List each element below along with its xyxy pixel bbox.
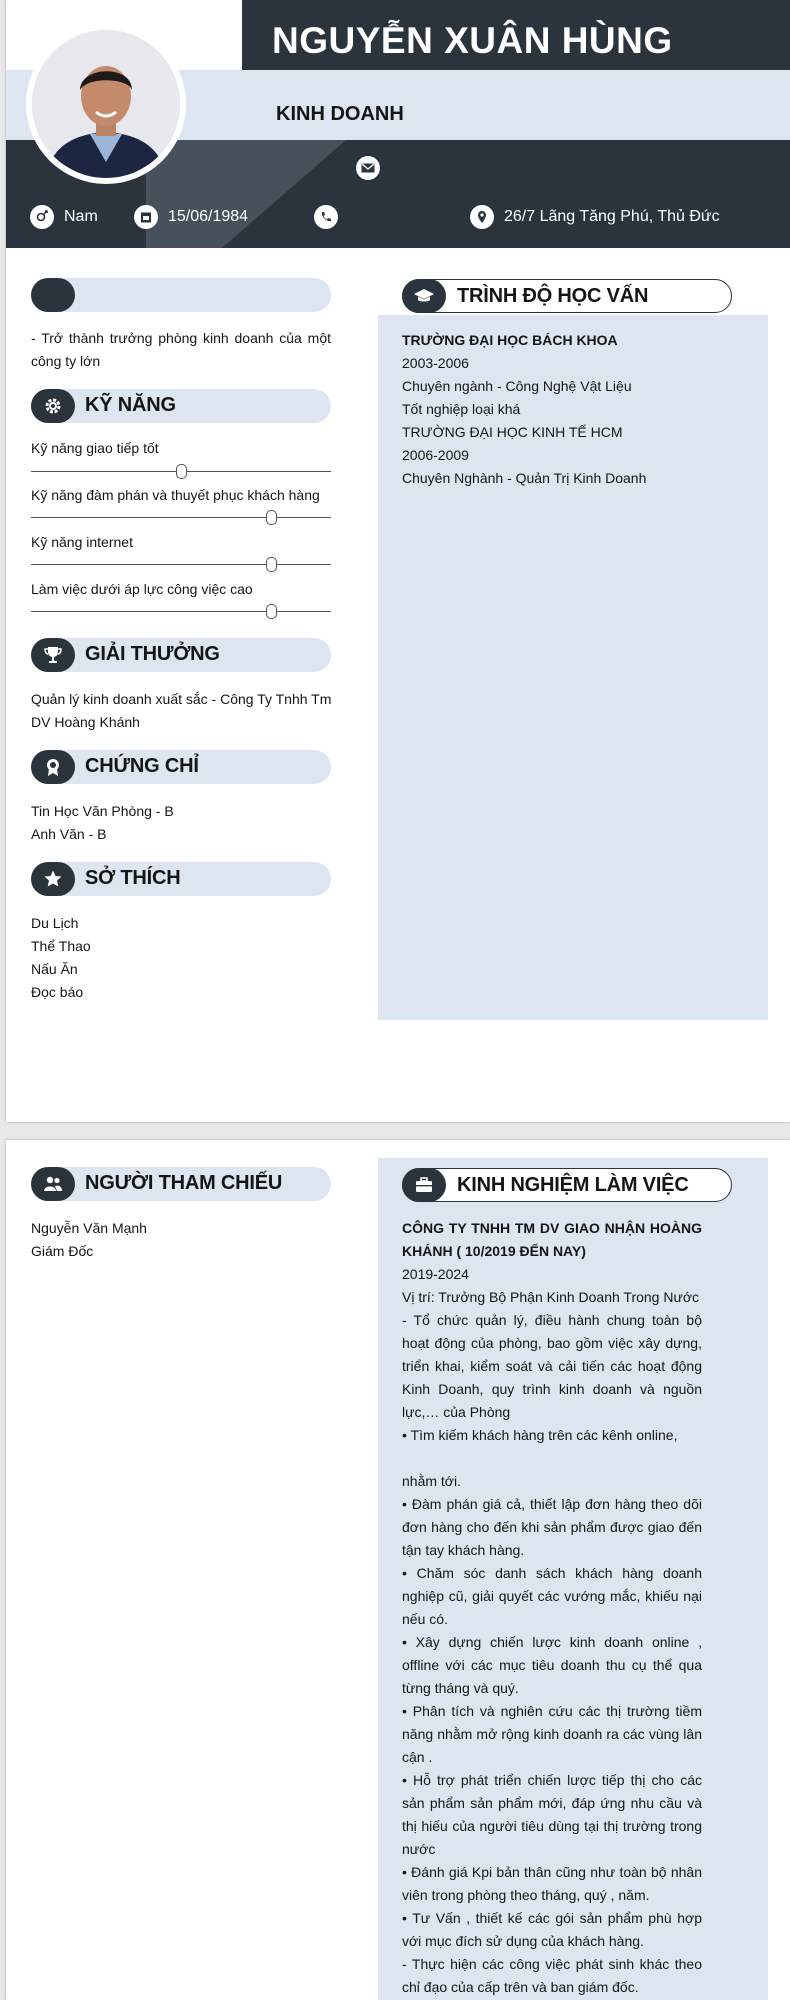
skill-bar: [31, 564, 331, 565]
education-line: Chuyên Nghành - Quản Trị Kinh Doanh: [402, 470, 647, 486]
award-line: DV Hoàng Khánh: [31, 714, 140, 730]
experience-company: CÔNG TY TNHH TM DV GIAO NHẬN HOÀNG KHÁNH ( 10/2019 ĐẾN NAY): [402, 1220, 702, 1259]
experience-duty: • Đàm phán giá cả, thiết lập đơn hàng theo dõi đơn hàng cho đến khi sản phẩm được giao đến tận tay khách hàng.: [402, 1496, 702, 1558]
avatar-photo: [32, 30, 180, 178]
skill-label: Kỹ năng giao tiếp tốt: [31, 440, 159, 456]
skill-bar: [31, 611, 331, 612]
experience-heading: [402, 1168, 732, 1202]
skill-level-handle: [266, 604, 277, 619]
reference-name: Nguyễn Văn Mạnh: [31, 1220, 147, 1236]
skills-title: KỸ NĂNG: [85, 394, 176, 416]
experience-duty: • Phân tích và nghiên cứu các thị trường tiềm năng nhằm mở rộng kinh doanh ra các vùng lân cận .: [402, 1703, 702, 1765]
cv-page-1: [6, 0, 790, 1122]
job-title: KINH DOANH: [276, 103, 404, 125]
briefcase-icon: [402, 1168, 446, 1202]
experience-duty: - Thực hiện các công việc phát sinh khác theo chỉ đạo của cấp trên và ban giám đốc.: [402, 1956, 702, 1995]
objective-text: - Trở thành trưởng phòng kinh doanh của một công ty lớn: [31, 330, 331, 369]
graduation-cap-icon: [402, 279, 446, 313]
experience-duty: • Tìm kiếm khách hàng trên các kênh online,: [402, 1427, 678, 1443]
education-line: Chuyên ngành - Công Nghệ Vật Liệu: [402, 378, 632, 394]
address-value: 26/7 Lãng Tăng Phú, Thủ Đức: [504, 208, 720, 225]
hobby-line: Thể Thao: [31, 938, 91, 954]
education-title: TRÌNH ĐỘ HỌC VẤN: [457, 285, 649, 307]
cv-page-2: [6, 1140, 790, 2000]
person-portrait-icon: [32, 30, 180, 178]
certificate-line: Tin Học Văn Phòng - B: [31, 803, 174, 819]
certificates-text: [31, 800, 331, 846]
education-line: 2006-2009: [402, 447, 469, 463]
address-info: [470, 205, 720, 229]
avatar: [26, 24, 186, 184]
education-school: TRƯỜNG ĐẠI HỌC BÁCH KHOA: [402, 332, 618, 348]
experience-text: [402, 1217, 702, 1999]
trophy-icon: [31, 638, 75, 672]
skill-level-handle: [266, 557, 277, 572]
birthdate-info: [134, 205, 248, 229]
experience-duty: • Hỗ trợ phát triển chiến lược tiếp thị cho các sản phẩm sản phẩm mới, đáp ứng nhu cầu và thị hiếu của người tiêu dùng tại thị trường trong nước: [402, 1772, 702, 1857]
phone-info[interactable]: [314, 205, 348, 229]
hobby-line: Đọc báo: [31, 984, 84, 1000]
award-line: Quản lý kinh doanh xuất sắc - Công Ty Tnhh Tm: [31, 691, 332, 707]
hobby-line: Nấu Ăn: [31, 961, 78, 977]
experience-position: Vị trí: Trưởng Bộ Phận Kinh Doanh Trong Nước: [402, 1289, 700, 1305]
experience-period: 2019-2024: [402, 1266, 469, 1282]
education-line: 2003-2006: [402, 355, 469, 371]
location-pin-icon: [470, 205, 494, 229]
people-icon: [31, 1167, 75, 1201]
skill-level-handle: [266, 510, 277, 525]
certificates-heading: [31, 750, 331, 784]
references-title: NGƯỜI THAM CHIẾU: [85, 1172, 283, 1194]
skill-bar: [31, 471, 331, 472]
calendar-icon: [134, 205, 158, 229]
candidate-name: NGUYỄN XUÂN HÙNG: [272, 20, 673, 61]
skill-label: Kỹ năng đàm phán và thuyết phục khách hàng: [31, 487, 320, 503]
hobbies-text: [31, 912, 331, 1004]
birthdate-value: 15/06/1984: [168, 208, 249, 225]
gear-icon: [31, 389, 75, 423]
skills-heading: [31, 389, 331, 423]
certificate-badge-icon: [31, 750, 75, 784]
awards-text: [31, 688, 341, 734]
experience-duty: • Tư Vấn , thiết kế các gói sản phẩm phù hợp với mục đích sử dụng của khách hàng.: [402, 1910, 702, 1949]
email-icon[interactable]: [356, 156, 380, 180]
hobbies-title: SỞ THÍCH: [85, 867, 181, 889]
gender-info: [30, 205, 98, 229]
skill-bar: [31, 517, 331, 518]
experience-duty: nhằm tới.: [402, 1473, 461, 1489]
education-school: TRƯỜNG ĐẠI HỌC KINH TẾ HCM: [402, 424, 623, 440]
target-icon: [31, 278, 75, 312]
skill-label: Kỹ năng internet: [31, 534, 133, 550]
experience-duty: • Đánh giá Kpi bản thân cũng như toàn bộ nhân viên trong phòng theo tháng, quý , năm.: [402, 1864, 702, 1903]
certificate-line: Anh Văn - B: [31, 826, 107, 842]
hobby-line: Du Lịch: [31, 915, 79, 931]
reference-role: Giám Đốc: [31, 1243, 94, 1259]
gender-icon: [30, 205, 54, 229]
skill-label: Làm việc dưới áp lực công việc cao: [31, 581, 253, 597]
education-heading: [402, 279, 732, 313]
experience-duty: • Chăm sóc danh sách khách hàng doanh nghiệp cũ, giải quyết các vướng mắc, khiếu nại nếu có.: [402, 1565, 702, 1627]
experience-title: KINH NGHIỆM LÀM VIỆC: [457, 1174, 689, 1196]
skill-level-handle: [176, 464, 187, 479]
objective-heading: [31, 278, 331, 312]
awards-title: GIẢI THƯỞNG: [85, 643, 220, 665]
references-heading: [31, 1167, 331, 1201]
hobbies-heading: [31, 862, 331, 896]
experience-duty: - Tổ chức quản lý, điều hành chung toàn bộ hoạt động của phòng, bao gồm việc xây dựng, triển khai, kiểm soát và cải tiến các hoạt động Kinh Doanh, quy trình kinh doanh và nguồn lực,… của Phòng: [402, 1312, 702, 1420]
star-icon: [31, 862, 75, 896]
gender-value: Nam: [64, 208, 98, 225]
references-text: [31, 1217, 331, 1263]
certificates-title: CHỨNG CHỈ: [85, 755, 199, 777]
experience-duty: • Xây dựng chiến lược kinh doanh online , offline với các mục tiêu doanh thu cụ thể qua từng tháng và quý.: [402, 1634, 702, 1696]
education-text: [402, 329, 702, 490]
phone-icon[interactable]: [314, 205, 338, 229]
awards-heading: [31, 638, 331, 672]
education-line: Tốt nghiệp loại khá: [402, 401, 521, 417]
